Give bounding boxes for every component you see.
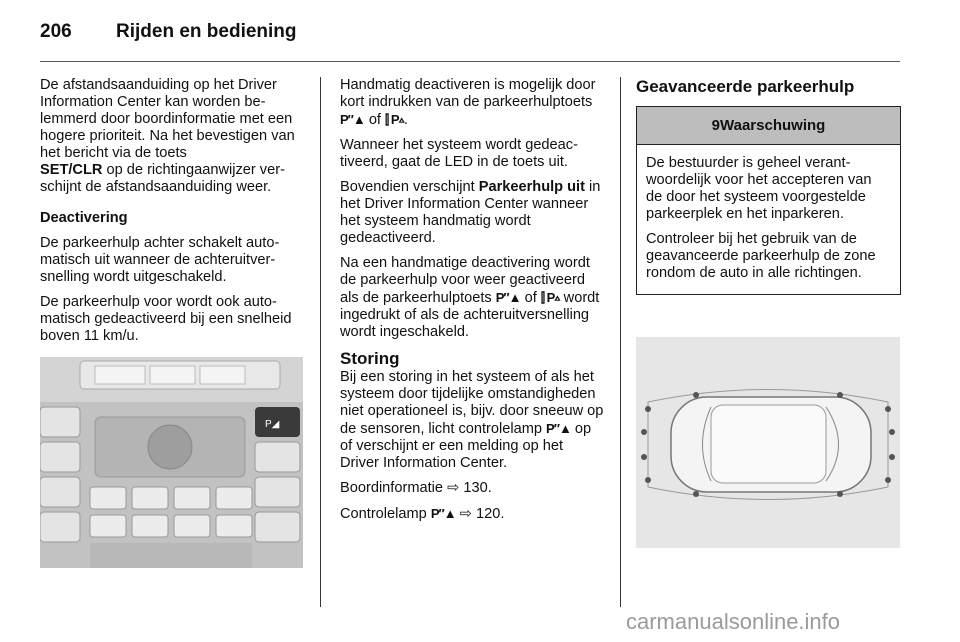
paragraph	[40, 77, 306, 196]
paragraph: De parkeerhulp achter schakelt automatisch uit wanneer de achteruitversnelling wordt uitgeschakeld.	[40, 235, 280, 285]
dashboard-photo	[40, 357, 303, 568]
warning-title: Waarschuwing	[720, 117, 826, 134]
column-right	[636, 77, 901, 295]
paragraph: Wanneer het systeem wordt gedeactiveerd, gaat de LED in de toets uit.	[340, 137, 578, 170]
column-middle	[340, 77, 605, 531]
parking-assist-alt-icon: ⫿ P▵	[540, 290, 560, 305]
svg-text:P◢: P◢	[265, 419, 280, 430]
text: op of verschijnt er een melding op het Driver Information Center.	[340, 421, 592, 471]
display-message: Parkeerhulp uit	[478, 179, 585, 195]
column-divider	[620, 77, 621, 607]
key-label: SET/CLR	[40, 162, 103, 178]
text: of	[520, 290, 541, 306]
paragraph	[340, 480, 605, 497]
header-rule	[40, 61, 900, 62]
page-title: Rijden en bediening	[116, 21, 297, 42]
paragraph	[340, 255, 605, 341]
car-topview-illustration	[636, 337, 900, 548]
page-reference: 130.	[463, 480, 492, 496]
parking-assist-icon: P″▲	[495, 290, 521, 305]
text: Bij een storing in het systeem of als het systeem door tijdelijke omstandigheden niet operationeel is, bijv. door sneeuw op de sensoren, licht controlelamp	[340, 369, 604, 437]
page-reference: 120.	[475, 506, 505, 522]
parking-assist-icon: P″▲	[430, 506, 456, 521]
watermark: carmanualsonline.info	[626, 609, 841, 634]
text: .	[403, 112, 408, 128]
paragraph	[340, 505, 605, 523]
section-heading: Deactivering	[40, 210, 128, 226]
column-left	[40, 77, 306, 353]
parking-assist-icon: P″▲	[340, 112, 365, 127]
paragraph: De parkeerhulp voor wordt ook automatisch gedeactiveerd bij een snelheid boven 11 km/u.	[40, 294, 292, 344]
column-divider	[320, 77, 321, 607]
paragraph: De bestuurder is geheel verantwoordelijk voor het accepteren van de door het systeem voorgestelde parkeerplek en het inparkeren.	[646, 155, 872, 222]
page-reference-arrow-icon: ⇨	[447, 480, 460, 496]
text: Na een handmatige deactivering wordt de parkeerhulp voor weer geactiveerd als de parkeerhulptoets	[340, 255, 590, 306]
text: De afstandsaanduiding op het Driver Information Center kan worden belemmerd door boordinformatie met een hogere prioriteit. Na het bevestigen van het bericht via de toets	[40, 77, 295, 161]
text: op de richtingaanwijzer verschijnt de afstandsaanduiding weer.	[40, 162, 285, 195]
text: Bovendien verschijnt	[340, 179, 479, 195]
section-heading: Storing	[340, 349, 400, 368]
text: wordt ingedrukt of als de achteruitversnelling wordt ingeschakeld.	[340, 290, 600, 340]
paragraph: Controleer bij het gebruik van de geavanceerde parkeerhulp de zone rondom de auto in alle richtingen.	[646, 231, 876, 281]
text: in het Driver Information Center wanneer het systeem handmatig wordt gedeactiveerd.	[340, 179, 601, 246]
warning-box	[636, 106, 901, 295]
text: Boordinformatie	[340, 480, 448, 496]
warning-body	[637, 145, 900, 294]
warning-header	[637, 107, 900, 145]
parking-assist-icon: P″▲	[546, 421, 571, 436]
section-heading: Geavanceerde parkeerhulp	[636, 77, 855, 96]
page-number: 206	[40, 21, 72, 42]
text: Controlelamp	[340, 506, 431, 522]
parking-assist-alt-icon: ⫿ P▵	[385, 112, 404, 127]
page-reference-arrow-icon: ⇨	[459, 506, 472, 522]
warning-icon: 9	[711, 117, 721, 134]
text: Handmatig deactiveren is mogelijk door kort indrukken van de parkeerhulptoets	[340, 77, 596, 110]
text: of	[364, 112, 386, 128]
paragraph	[340, 77, 605, 129]
paragraph	[340, 369, 605, 472]
paragraph	[340, 179, 605, 247]
